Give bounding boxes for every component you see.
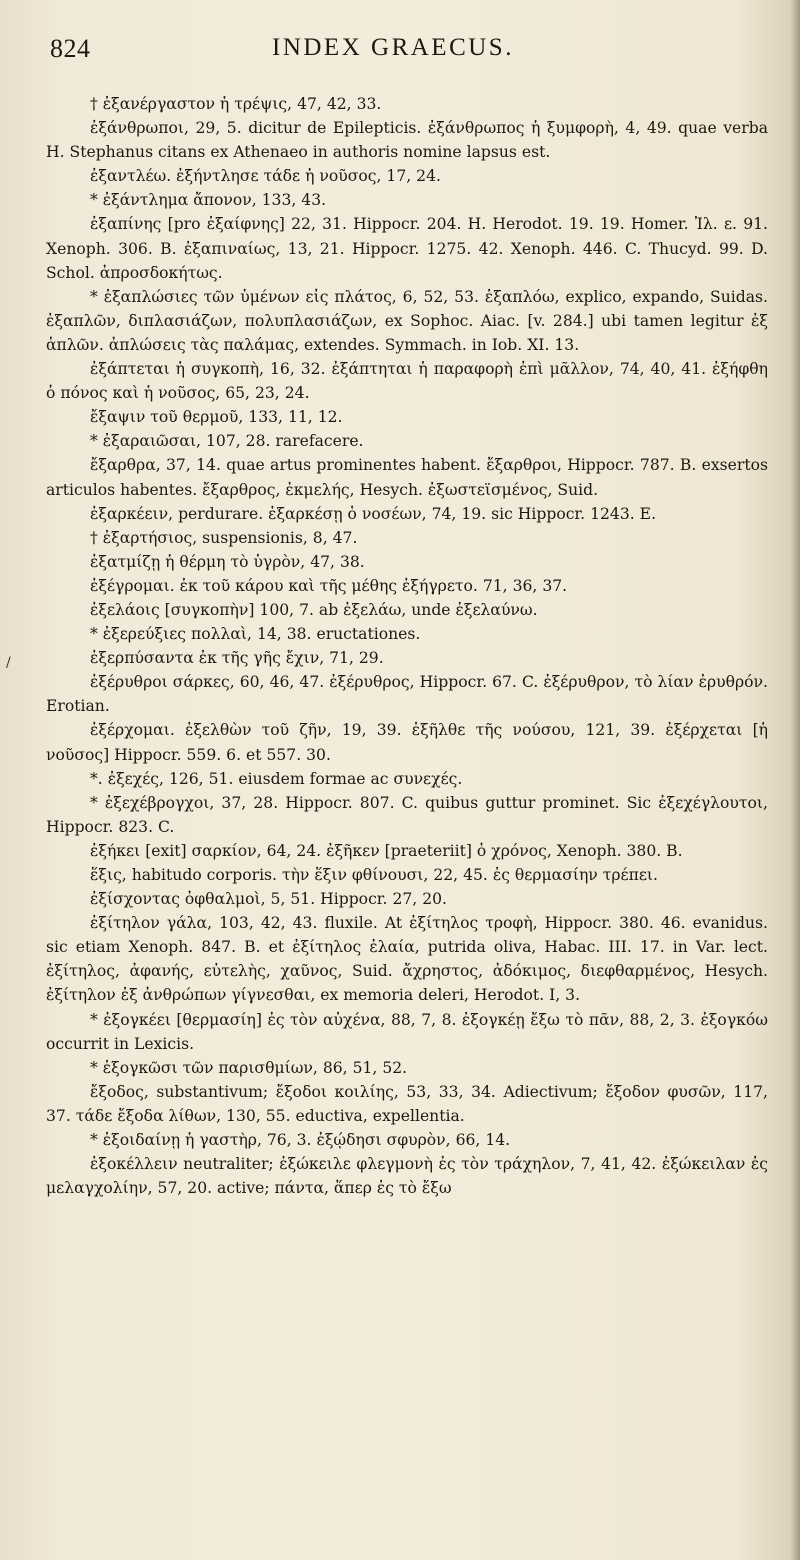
index-entry: ἐξατμίζῃ ἡ θέρμη τὸ ὑγρὸν, 47, 38. <box>90 552 365 571</box>
index-entry: † ἐξαρτήσιος, suspensionis, 8, 47. <box>90 528 358 547</box>
index-entry: * ἐξογκῶσι τῶν παρισθμίων, 86, 51, 52. <box>90 1058 408 1077</box>
index-entry: ἔξαρθρα, 37, 14. quae artus prominentes habent. ἔξαρθροι, Hippocr. 787. B. exsertos articulos habentes. ἔξαρθρος, ἐκμελής, Hesych. ἐξωστεϊσμένος, Suid. <box>46 456 768 499</box>
index-entry: * ἐξοιδαίνῃ ἡ γαστὴρ, 76, 3. ἐξῴδησι σφυρὸν, 66, 14. <box>90 1131 511 1150</box>
index-entry: † ἐξανέργαστον ἡ τρέψις, 47, 42, 33. <box>90 95 382 113</box>
page-header <box>50 30 760 70</box>
index-entry: *. ἐξεχές, 126, 51. eiusdem formae ac συνεχές. <box>90 769 463 788</box>
index-entry: * ἐξογκέει [θερμασίη] ἐς τὸν αὐχένα, 88, 7, 8. ἐξογκέῃ ἔξω τὸ πᾶν, 88, 2, 3. ἐξογκόω occurrit in Lexicis. <box>46 1010 768 1053</box>
index-entry: * ἐξάντλημα ἄπονον, 133, 43. <box>90 191 327 210</box>
index-entry: ἐξήκει [exit] σαρκίον, 64, 24. ἐξῆκεν [praeteriit] ὁ χρόνος, Xenoph. 380. B. <box>90 841 683 860</box>
index-entry: ἐξερπύσαντα ἐκ τῆς γῆς ἔχιν, 71, 29. <box>90 649 384 668</box>
index-entry: * ἐξαραιῶσαι, 107, 28. rarefacere. <box>90 432 364 451</box>
index-entry: ἐξέρχομαι. ἐξελθὼν τοῦ ζῆν, 19, 39. ἐξῆλθε τῆς νούσου, 121, 39. ἐξέρχεται [ἡ νοῦσος] Hippocr. 559. 6. et 557. 30. <box>46 721 768 764</box>
margin-mark: / <box>6 655 11 671</box>
index-entry: ἐξαπίνης [pro ἐξαίφνης] 22, 31. Hippocr. 204. H. Herodot. 19. 19. Homer. Ἰλ. ε. 91. Xenoph. 306. B. ἐξαπιναίως, 13, 21. Hippocr. 1275. 42. Xenoph. 446. C. Thucyd. 99. D. Schol. ἀπροσδοκήτως. <box>46 215 768 282</box>
index-entry: ἐξέρυθροι σάρκες, 60, 46, 47. ἐξέρυθρος, Hippocr. 67. C. ἐξέρυθρον, τὸ λίαν ἐρυθρόν. Erotian. <box>46 673 768 716</box>
index-entry: ἐξελάοις [συγκοπὴν] 100, 7. ab ἐξελάω, unde ἐξελαύνω. <box>90 600 538 619</box>
index-entry: ἐξάνθρωποι, 29, 5. dicitur de Epilepticis. ἐξάνθρωπος ἡ ξυμφορὴ, 4, 49. quae verba H. Stephanus citans ex Athenaeo in authoris nomine lapsus est. <box>46 119 768 162</box>
index-entry: ἕξις, habitudo corporis. τὴν ἕξιν φθίνουσι, 22, 45. ἐς θερμασίην τρέπει. <box>90 866 658 884</box>
index-entry: ἔξοδος, substantivum; ἔξοδοι κοιλίης, 53, 33, 34. Adiectivum; ἔξοδον φυσῶν, 117, 37. τάδε ἔξοδα λίθων, 130, 55. eductiva, expellentia. <box>46 1082 768 1125</box>
index-entry: * ἐξεχέβρογχοι, 37, 28. Hippocr. 807. C. quibus guttur prominet. Sic ἐξεχέγλουτοι, Hippocr. 823. C. <box>46 793 768 836</box>
index-entry: ἐξαρκέειν, perdurare. ἐξαρκέσῃ ὁ νοσέων, 74, 19. sic Hippocr. 1243. E. <box>90 504 657 523</box>
page-edge-shadow <box>790 0 800 1560</box>
index-entry: ἐξαντλέω. ἐξήντλησε τάδε ἡ νοῦσος, 17, 24. <box>90 167 441 186</box>
running-title: INDEX GRAECUS. <box>272 34 514 61</box>
index-entry: * ἐξερεύξιες πολλαὶ, 14, 38. eructationes. <box>90 625 421 644</box>
index-entries <box>46 92 768 1200</box>
index-entry: ἐξίτηλον γάλα, 103, 42, 43. fluxile. At ἐξίτηλος τροφὴ, Hippocr. 380. 46. evanidus. sic etiam Xenoph. 847. B. et ἐξίτηλος ἐλαία, putrida oliva, Habac. III. 17. in Var. lect. ἐξίτηλος, ἀφανής, εὐτελὴς, χαῦνος, Suid. ἄχρηστος, ἀδόκιμος, διεφθαρμένος, Hesych. ἐξίτηλον ἐξ ἀνθρώπων γίγνεσθαι, ex memoria deleri, Herodot. I, 3. <box>46 914 768 1005</box>
index-entry: ἐξίσχοντας ὀφθαλμοὶ, 5, 51. Hippocr. 27, 20. <box>90 890 448 909</box>
index-entry: ἔξαψιν τοῦ θερμοῦ, 133, 11, 12. <box>90 408 343 427</box>
index-entry: ἐξάπτεται ἡ συγκοπὴ, 16, 32. ἐξάπτηται ἡ παραφορὴ ἐπὶ μᾶλλον, 74, 40, 41. ἐξήφθη ὁ πόνος καὶ ἡ νοῦσος, 65, 23, 24. <box>46 360 768 403</box>
index-entry: * ἐξαπλώσιες τῶν ὑμένων εἰς πλάτος, 6, 52, 53. ἐξαπλόω, explico, expando, Suidas. ἐξαπλῶν, διπλασιάζων, πολυπλασιάζων, ex Sophoc. Aiac. [v. 284.] ubi tamen legitur ἐξ ἁπλῶν. ἀπλώσεις τὰς παλάμας, extendes. Symmach. in Iob. XI. 13. <box>46 287 768 354</box>
index-entry: ἐξέγρομαι. ἐκ τοῦ κάρου καὶ τῆς μέθης ἐξήγρετο. 71, 36, 37. <box>90 576 568 595</box>
page-number: 824 <box>50 34 91 63</box>
index-entry: ἐξοκέλλειν neutraliter; ἐξώκειλε φλεγμονὴ ἐς τὸν τράχηλον, 7, 41, 42. ἐξώκειλαν ἐς μελαγχολίην, 57, 20. active; πάντα, ἅπερ ἐς τὸ ἔξω <box>46 1155 768 1198</box>
